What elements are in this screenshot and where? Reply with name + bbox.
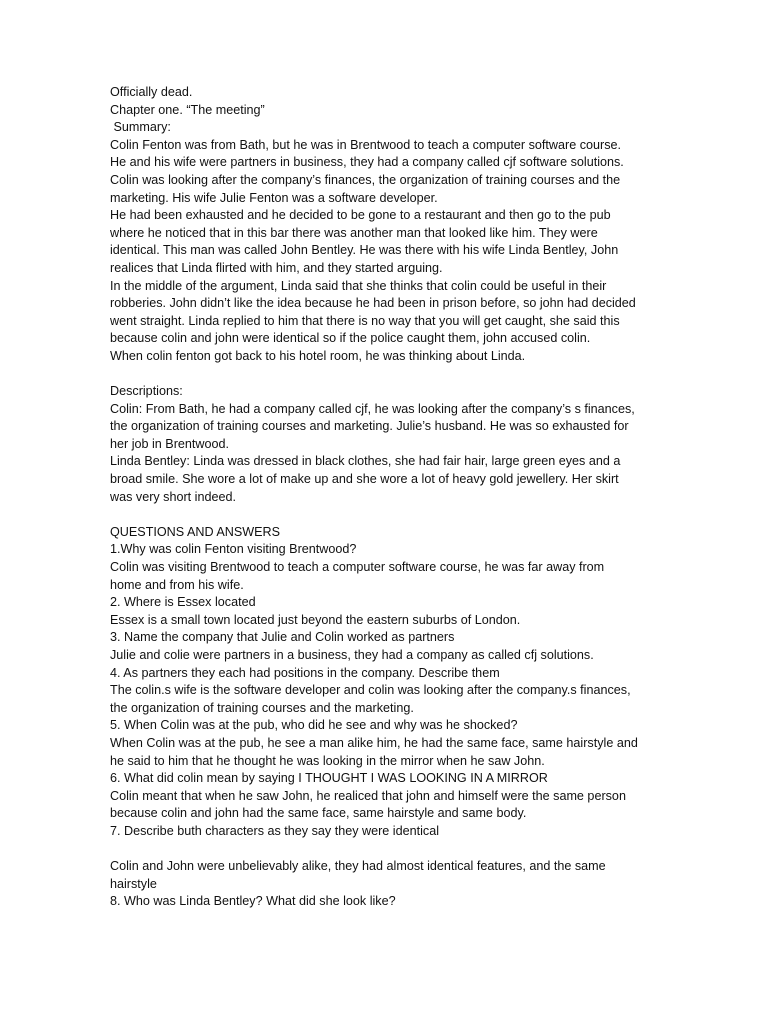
qa-line: 4. As partners they each had positions in the company. Describe them bbox=[110, 665, 500, 680]
summary-section bbox=[110, 137, 750, 366]
summary-line: He and his wife were partners in business, they had a company called cjf software solutions. bbox=[110, 155, 624, 170]
summary-line: where he noticed that in this bar there was another man that looked like him. They were bbox=[110, 225, 598, 240]
qa-tail-section bbox=[110, 858, 750, 911]
summary-label: Summary: bbox=[110, 120, 171, 135]
qa-line: the organization of training courses and the marketing. bbox=[110, 700, 414, 715]
qa-line: The colin.s wife is the software developer and colin was looking after the company.s finances, bbox=[110, 683, 631, 698]
qa-line: hairstyle bbox=[110, 876, 157, 891]
summary-line: because colin and john were identical so if the police caught them, john accused colin. bbox=[110, 331, 591, 346]
qa-line: Essex is a small town located just beyond the eastern suburbs of London. bbox=[110, 612, 521, 627]
chapter-heading: Chapter one. “The meeting” bbox=[110, 102, 265, 117]
section-spacer bbox=[110, 841, 750, 859]
descriptions-label: Descriptions: bbox=[110, 384, 183, 399]
description-line: Colin: From Bath, he had a company called cjf, he was looking after the company’s s finances, bbox=[110, 401, 635, 416]
summary-line: Colin was looking after the company’s finances, the organization of training courses and the bbox=[110, 172, 621, 187]
qa-line: he said to him that he thought he was looking in the mirror when he saw John. bbox=[110, 753, 545, 768]
qa-line: Colin and John were unbelievably alike, they had almost identical features, and the same bbox=[110, 859, 606, 874]
qa-label: QUESTIONS AND ANSWERS bbox=[110, 524, 281, 539]
section-spacer bbox=[110, 506, 750, 524]
document-title: Officially dead. bbox=[110, 85, 193, 99]
qa-line: Colin was visiting Brentwood to teach a computer software course, he was far away from bbox=[110, 560, 605, 575]
qa-line: 6. What did colin mean by saying I THOUGHT I WAS LOOKING IN A MIRROR bbox=[110, 771, 548, 786]
qa-line: because colin and john had the same face, same hairstyle and same body. bbox=[110, 806, 527, 821]
summary-line: realices that Linda flirted with him, and they started arguing. bbox=[110, 260, 443, 275]
qa-line: Colin meant that when he saw John, he realiced that john and himself were the same person bbox=[110, 788, 626, 803]
summary-line: He had been exhausted and he decided to be gone to a restaurant and then go to the pub bbox=[110, 208, 611, 223]
qa-line: 3. Name the company that Julie and Colin worked as partners bbox=[110, 630, 455, 645]
description-line: her job in Brentwood. bbox=[110, 436, 230, 451]
qa-line: 8. Who was Linda Bentley? What did she look like? bbox=[110, 894, 396, 909]
descriptions-section bbox=[110, 383, 750, 506]
description-line: the organization of training courses and marketing. Julie’s husband. He was so exhausted for bbox=[110, 419, 629, 434]
summary-line: marketing. His wife Julie Fenton was a software developer. bbox=[110, 190, 438, 205]
summary-line: identical. This man was called John Bentley. He was there with his wife Linda Bentley, John bbox=[110, 243, 619, 258]
qa-line: 7. Describe buth characters as they say they were identical bbox=[110, 823, 439, 838]
qa-line: When Colin was at the pub, he see a man alike him, he had the same face, same hairstyle and bbox=[110, 735, 638, 750]
qa-line: home and from his wife. bbox=[110, 577, 244, 592]
qa-line: 2. Where is Essex located bbox=[110, 595, 256, 610]
qa-line: Julie and colie were partners in a business, they had a company as called cfj solutions. bbox=[110, 648, 594, 662]
summary-line: Colin Fenton was from Bath, but he was in Brentwood to teach a computer software course. bbox=[110, 137, 622, 152]
section-spacer bbox=[110, 366, 750, 384]
qa-section bbox=[110, 524, 750, 841]
qa-line: 1.Why was colin Fenton visiting Brentwood? bbox=[110, 542, 357, 557]
summary-line: went straight. Linda replied to him that there is no way that you will get caught, she said this bbox=[110, 313, 620, 328]
qa-line: 5. When Colin was at the pub, who did he see and why was he shocked? bbox=[110, 718, 518, 733]
description-line: was very short indeed. bbox=[110, 489, 236, 504]
summary-line: In the middle of the argument, Linda said that she thinks that colin could be useful in their bbox=[110, 278, 607, 293]
description-line: broad smile. She wore a lot of make up and she wore a lot of heavy gold jewellery. Her skirt bbox=[110, 472, 619, 487]
summary-line: When colin fenton got back to his hotel room, he was thinking about Linda. bbox=[110, 348, 526, 363]
description-line: Linda Bentley: Linda was dressed in black clothes, she had fair hair, large green eyes and a bbox=[110, 454, 621, 469]
document-page bbox=[110, 84, 750, 911]
summary-line: robberies. John didn’t like the idea because he had been in prison before, so john had decided bbox=[110, 296, 636, 311]
